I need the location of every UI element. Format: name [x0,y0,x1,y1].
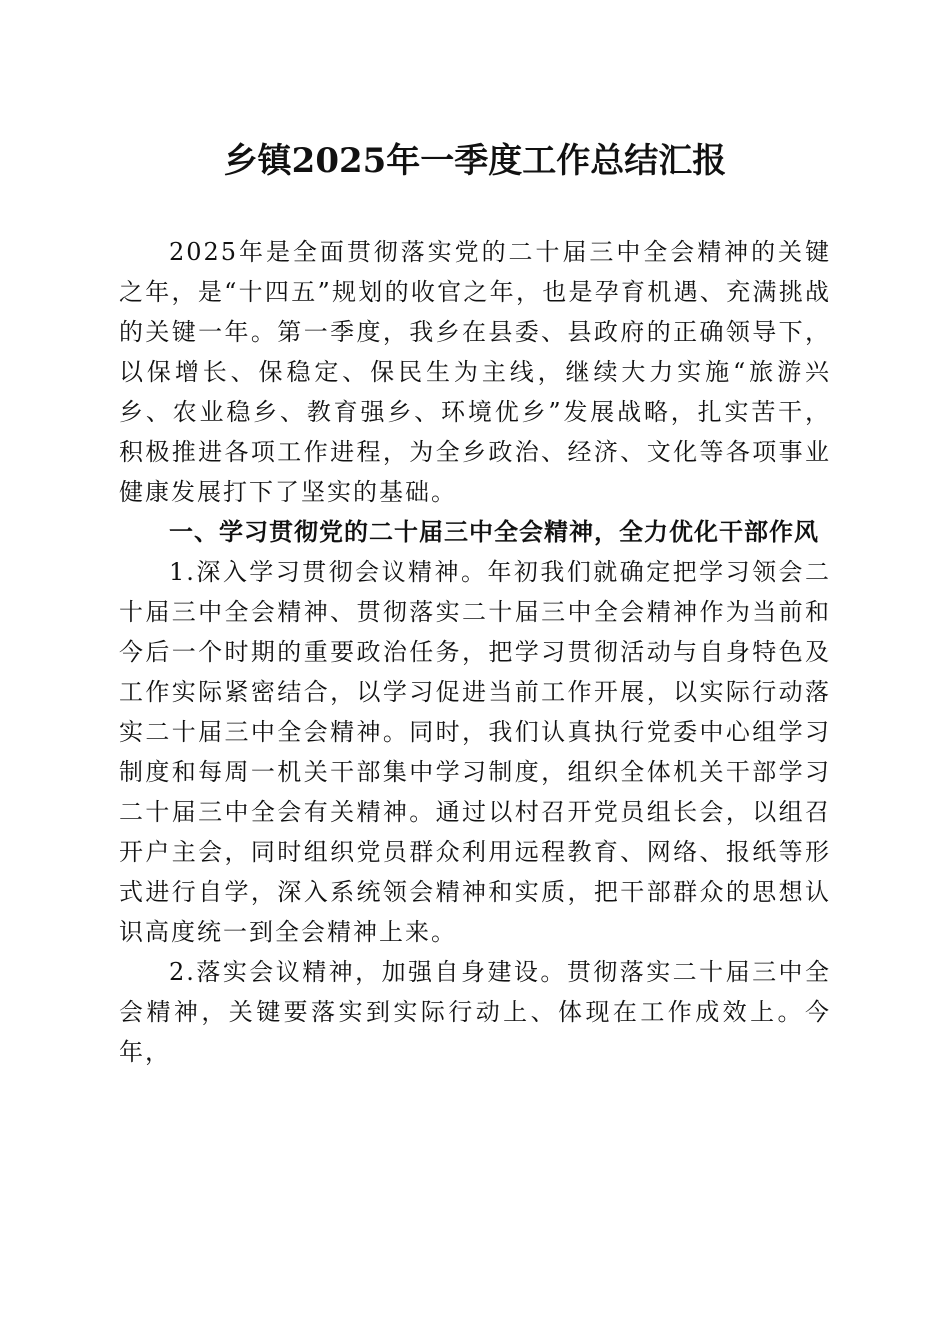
section-heading-1: 一、学习贯彻党的二十届三中全会精神，全力优化干部作风 [169,518,819,546]
intro-paragraph: 2025年是全面贯彻落实党的二十届三中全会精神的关键之年，是“十四五”规划的收官之年，也是孕育机遇、充满挑战的关键一年。第一季度，我乡在县委、县政府的正确领导下，以保增长、保稳定、保民生为主线，继续大力实施“旅游兴乡、农业稳乡、教育强乡、环境优乡”发展战略，扎实苦干，积极推进各项工作进程，为全乡政治、经济、文化等各项事业健康发展打下了坚实的基础。 [119,238,831,506]
document-body [119,232,831,1072]
item-2-paragraph: 2.落实会议精神，加强自身建设。贯彻落实二十届三中全会精神，关键要落实到实际行动上、体现在工作成效上。今年， [119,958,831,1066]
document-title: 乡镇2025年一季度工作总结汇报 [223,141,727,181]
item-1-paragraph: 1.深入学习贯彻会议精神。年初我们就确定把学习领会二十届三中全会精神、贯彻落实二十届三中全会精神作为当前和今后一个时期的重要政治任务，把学习贯彻活动与自身特色及工作实际紧密结合，以学习促进当前工作开展，以实际行动落实二十届三中全会精神。同时，我们认真执行党委中心组学习制度和每周一机关干部集中学习制度，组织全体机关干部学习二十届三中全会有关精神。通过以村召开党员组长会，以组召开户主会，同时组织党员群众利用远程教育、网络、报纸等形式进行自学，深入系统领会精神和实质，把干部群众的思想认识高度统一到全会精神上来。 [119,558,831,946]
